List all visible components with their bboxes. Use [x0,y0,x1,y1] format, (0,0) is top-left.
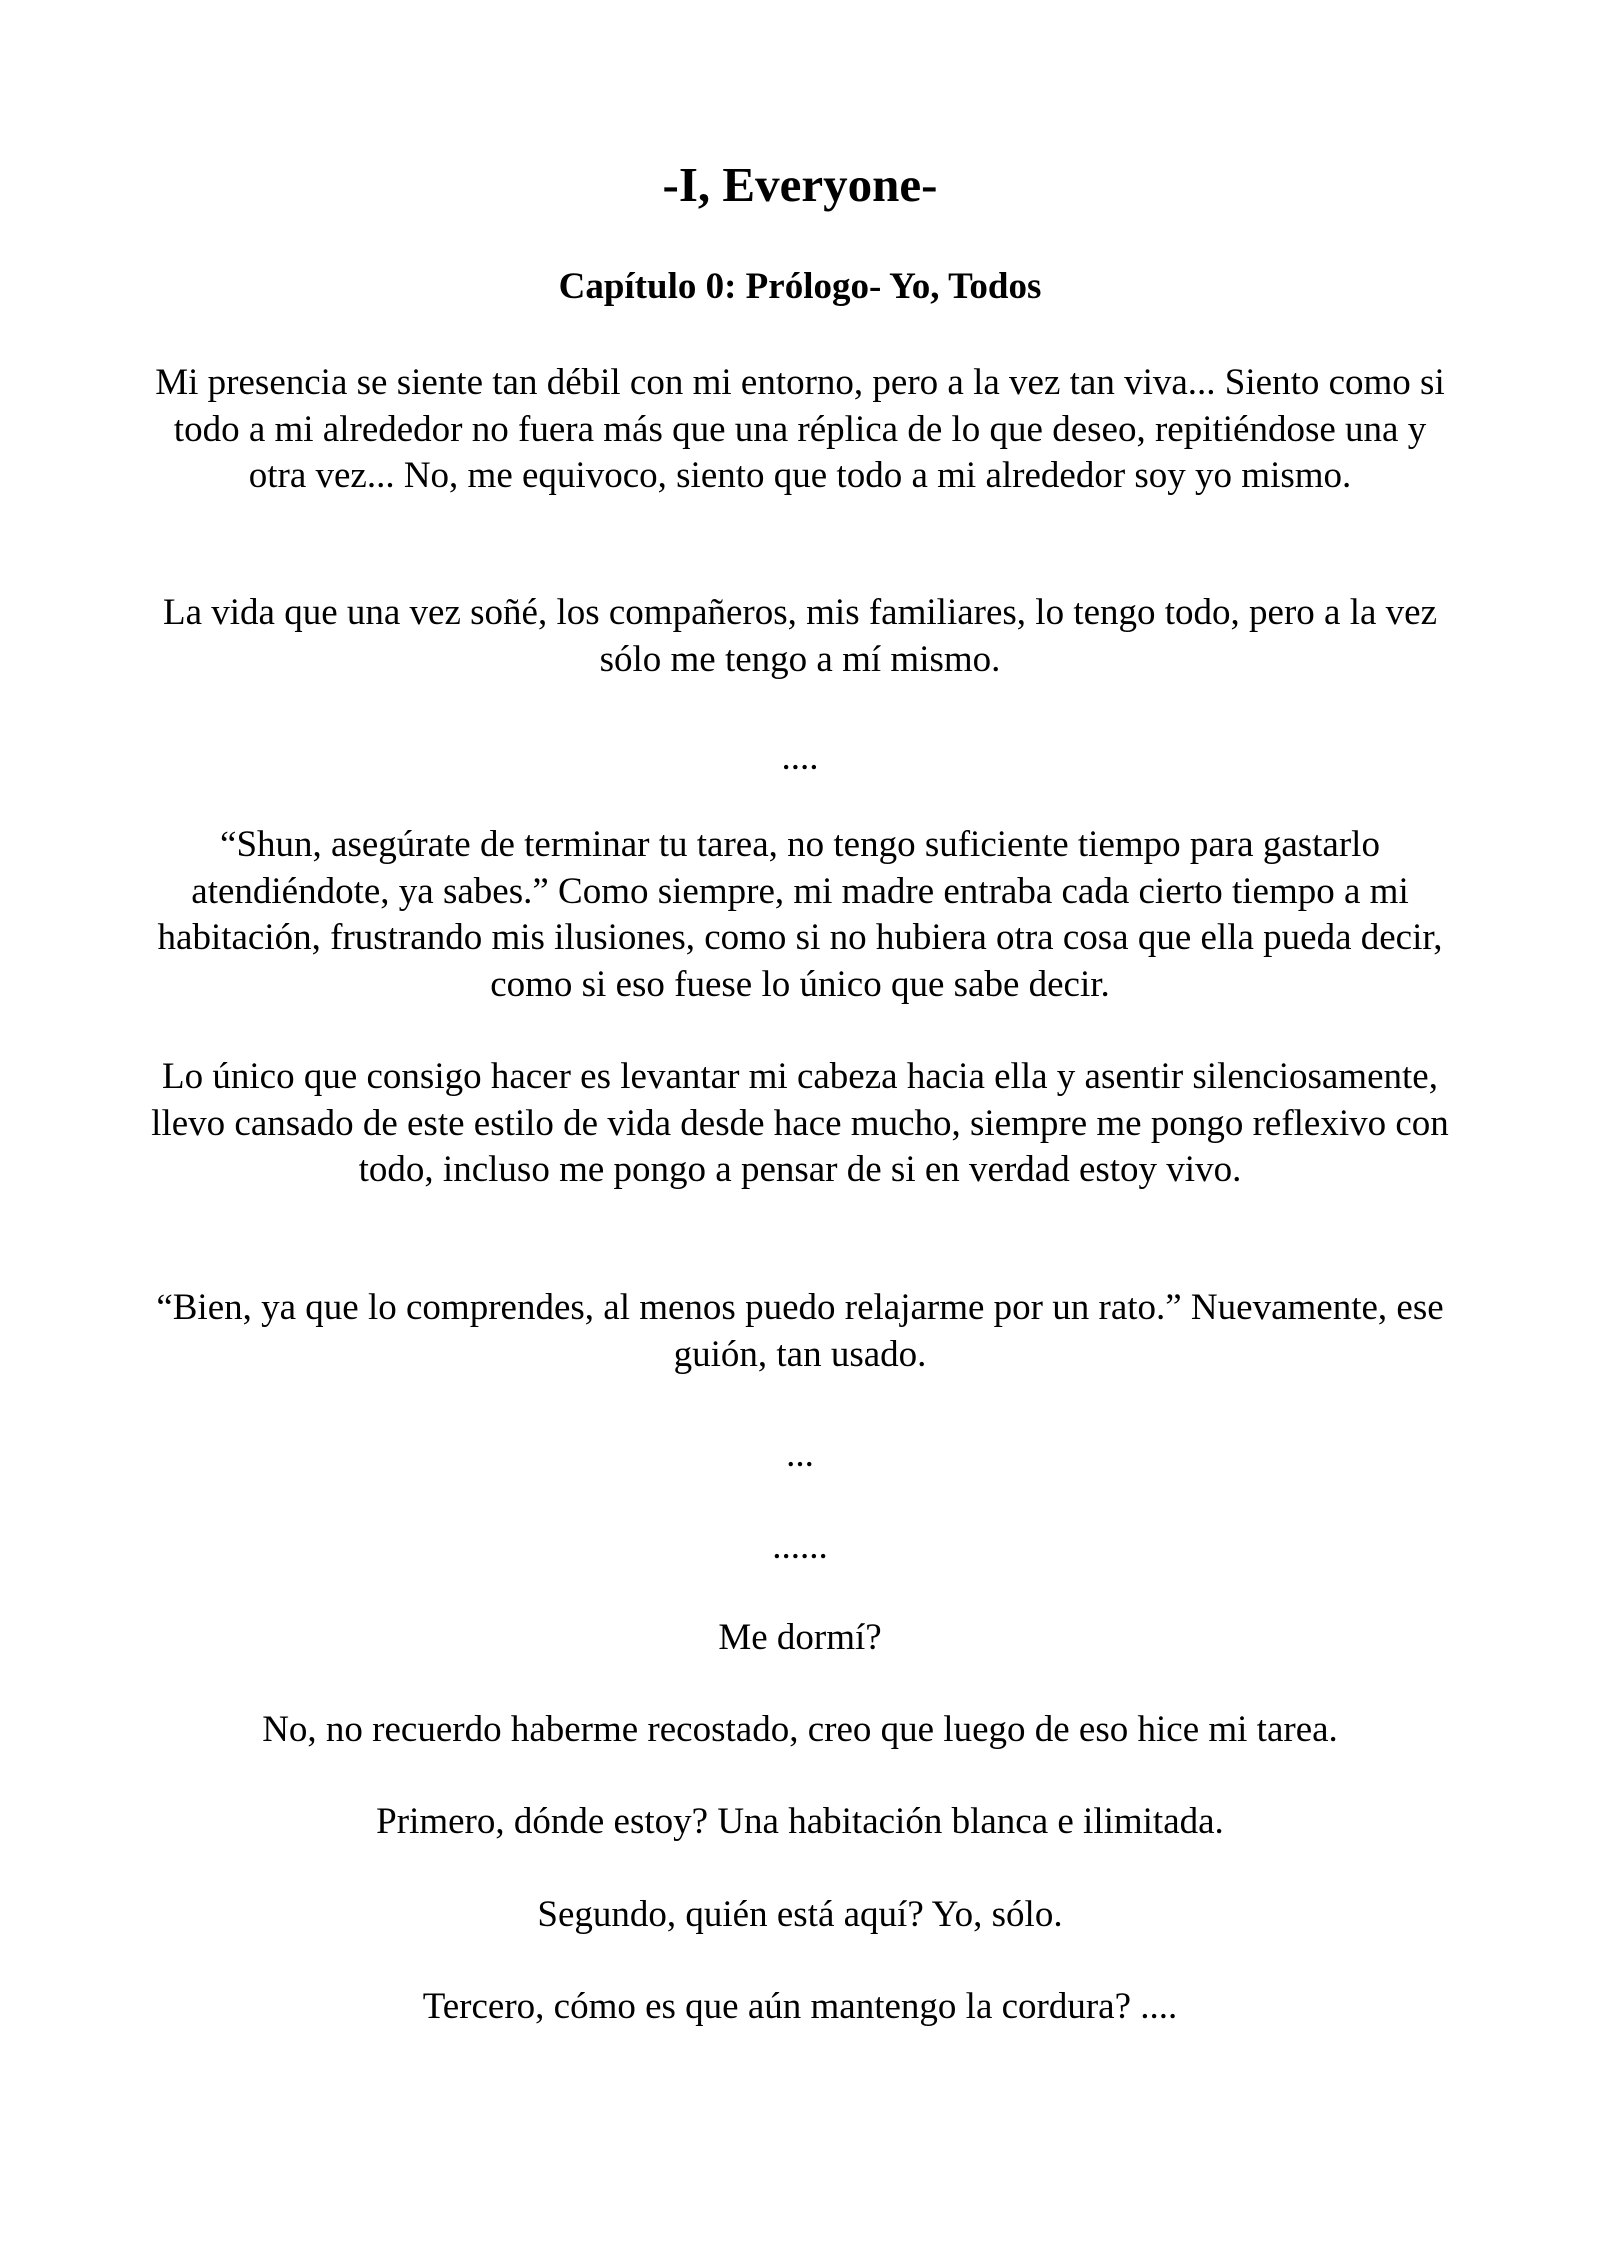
paragraph-2: La vida que una vez soñé, los compañeros, mis familiares, lo tengo todo, pero a la vez sólo me tengo a mí mismo. [162,592,1438,680]
paragraph-9: Segundo, quién está aquí? Yo, sólo. [537,1894,1063,1935]
paragraph-4: Lo único que consigo hacer es levantar mi cabeza hacia ella y asentir silenciosamente, llevo cansado de este estilo de vida desde hace mucho, siempre me pongo reflexivo con todo, incluso me pongo a pensar de si en verdad estoy vivo. [151,1056,1449,1190]
document-title: -I, Everyone- [662,157,938,212]
paragraph-5: “Bien, ya que lo comprendes, al menos puedo relajarme por un rato.” Nuevamente, ese guión, tan usado. [156,1287,1444,1375]
paragraph-8: Primero, dónde estoy? Una habitación blanca e ilimitada. [376,1801,1224,1842]
paragraph-7: No, no recuerdo haberme recostado, creo que luego de eso hice mi tarea. [262,1709,1338,1750]
section-separator-3: ...... [772,1526,828,1567]
paragraph-3: “Shun, asegúrate de terminar tu tarea, no tengo suficiente tiempo para gastarlo atendiéndote, ya sabes.” Como siempre, mi madre entraba cada cierto tiempo a mi habitación, frustrando mis ilusiones, como si no hubiera otra cosa que ella pueda decir, como si eso fuese lo único que sabe decir. [157,824,1443,1005]
paragraph-10: Tercero, cómo es que aún mantengo la cordura? .... [422,1986,1178,2027]
section-separator-1: .... [781,737,819,778]
paragraph-6: Me dormí? [718,1617,882,1658]
section-separator-2: ... [786,1434,814,1475]
chapter-subtitle: Capítulo 0: Prólogo- Yo, Todos [558,266,1042,307]
paragraph-1: Mi presencia se siente tan débil con mi entorno, pero a la vez tan viva... Siento como si todo a mi alrededor no fuera más que una réplica de lo que deseo, repitiéndose una y otra vez... No, me equivoco, siento que todo a mi alrededor soy yo mismo. [155,362,1445,496]
